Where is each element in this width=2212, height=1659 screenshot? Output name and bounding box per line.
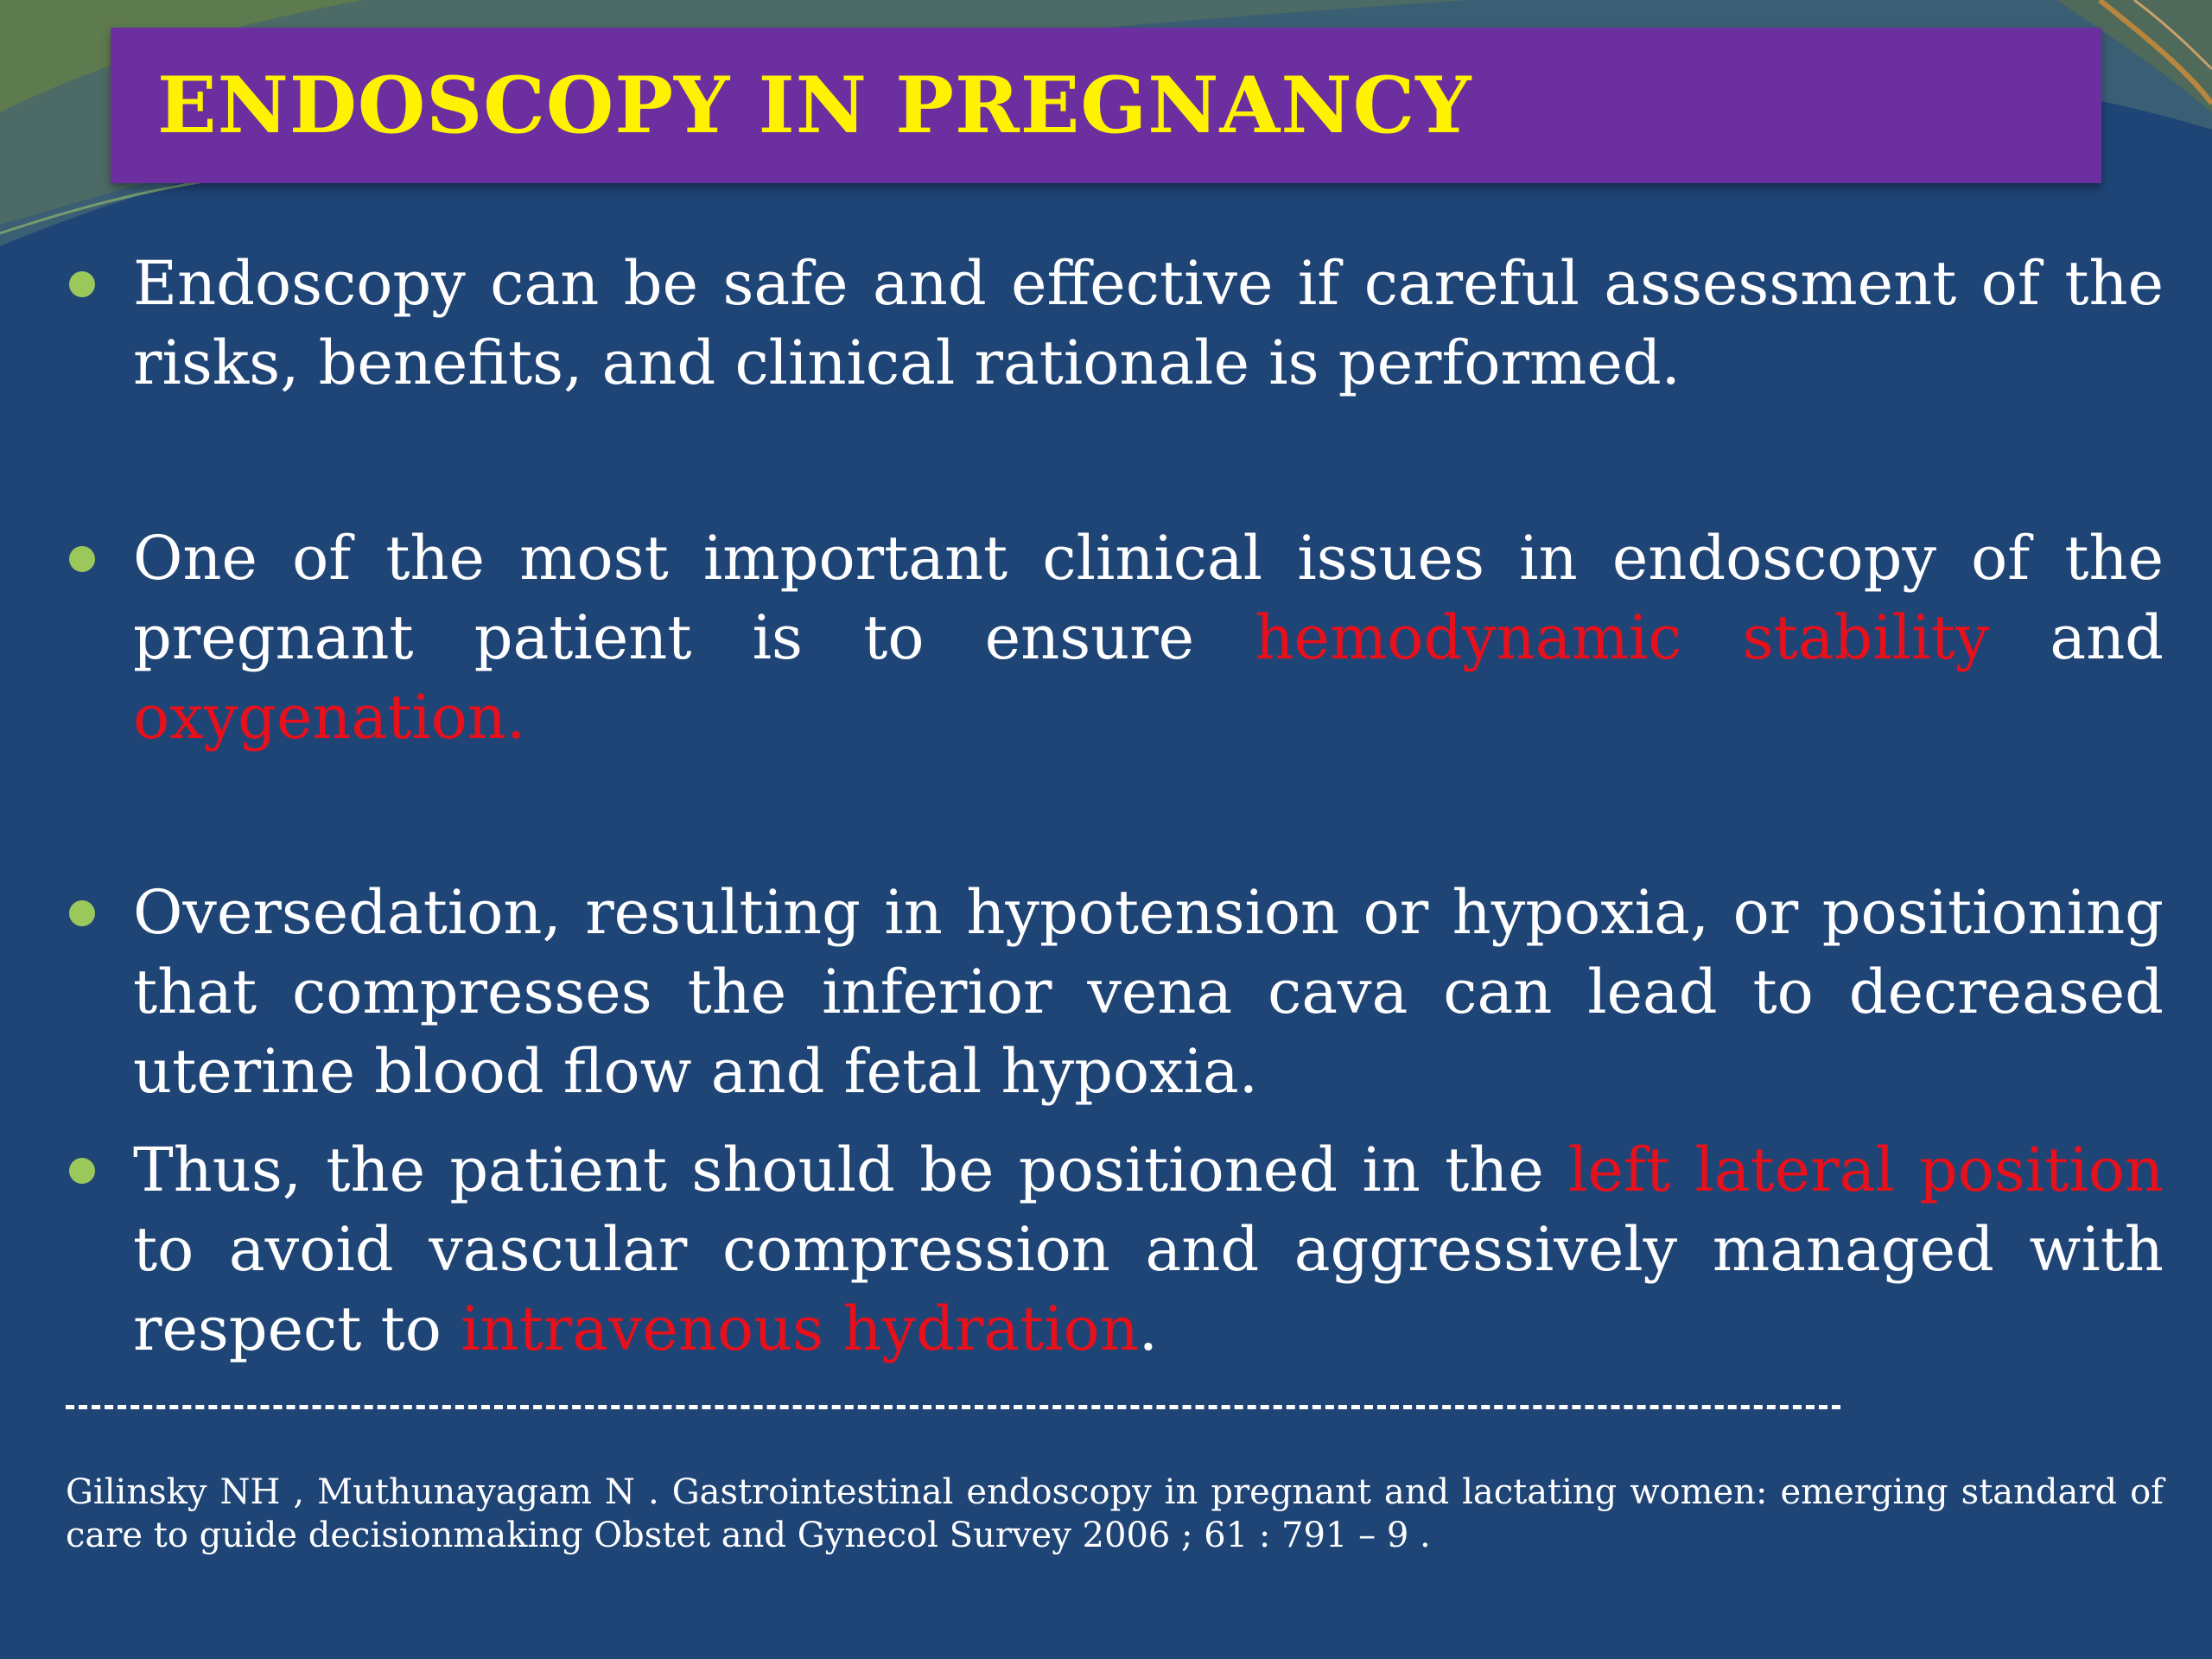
bullet-text-segment: Oversedation, resulting in hypotension or hypoxia, or positioning that compresses the inferior vena cava can lead to decreased uterine blood flow and fetal hypoxia. (133, 877, 2164, 1107)
bullet-text-segment: Thus, the patient should be positioned in the (133, 1135, 1569, 1205)
bullet-text (133, 873, 2164, 1111)
bullet-item (66, 873, 2164, 1111)
bullet-dot-icon (69, 546, 95, 572)
emphasis-text: oxygenation. (133, 682, 526, 753)
separator-line (66, 1405, 1840, 1409)
bullet-text-segment: . (1138, 1294, 1159, 1364)
bullet-text-segment: to avoid vascular compression and aggressively managed with respect to (133, 1214, 2164, 1364)
bullet-text-segment: and (1989, 602, 2164, 673)
emphasis-text: hemodynamic stability (1255, 602, 1990, 673)
title-banner (111, 28, 2101, 183)
bullet-text-segment: One of the most important clinical issues in endoscopy of the pregnant patient is to ensure (133, 523, 2164, 673)
bullet-text (133, 518, 2164, 757)
bullet-item (66, 518, 2164, 757)
bullet-item (66, 1130, 2164, 1369)
emphasis-text: left lateral position (1568, 1135, 2164, 1205)
bullet-item (66, 244, 2164, 403)
bullet-text (133, 1130, 2164, 1369)
bullet-dot-icon (69, 900, 95, 926)
bullet-text (133, 244, 2164, 403)
emphasis-text: intravenous hydration (461, 1294, 1139, 1364)
citation-text: Gilinsky NH , Muthunayagam N . Gastrointestinal endoscopy in pregnant and lactating women: emerging standard of care to guide decisionmaking Obstet and Gynecol Survey 2006 ; 61 : 791 – 9 . (66, 1472, 2164, 1555)
bullet-dot-icon (69, 271, 95, 297)
bullet-text-segment: Endoscopy can be safe and effective if careful assessment of the risks, benefits, and clinical rationale is performed. (133, 248, 2164, 398)
bullet-dot-icon (69, 1158, 95, 1184)
slide-title: ENDOSCOPY IN PREGNANCY (157, 60, 1472, 151)
